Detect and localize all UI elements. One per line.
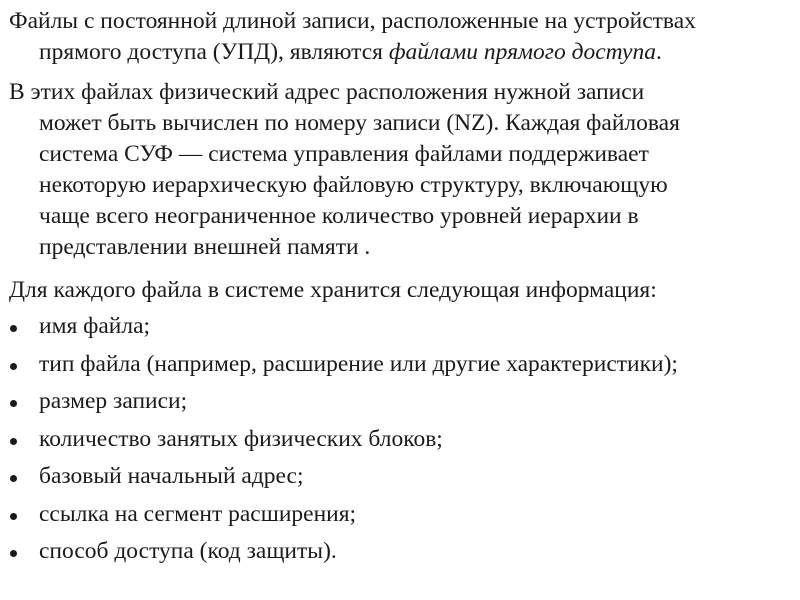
bullet-dot-icon — [10, 513, 17, 520]
bullet-dot-icon — [10, 363, 17, 370]
bullet-dot-icon — [10, 550, 17, 557]
bullet-text: способ доступа (код защиты). — [39, 538, 337, 564]
bullet-text: имя файла; — [39, 313, 151, 339]
bullet-text: количество занятых физических блоков; — [39, 425, 443, 452]
bullet-dot-icon — [10, 438, 17, 445]
bullet-item — [9, 536, 789, 574]
paragraph-physical-address — [9, 77, 789, 263]
paragraph-text: прямого доступа (УПД), являются — [39, 39, 389, 65]
paragraph-stored-info-intro — [9, 275, 789, 306]
file-info-bullet-list — [9, 311, 789, 574]
bullet-item — [9, 349, 789, 387]
bullet-item — [9, 311, 789, 349]
bullet-text: размер записи; — [39, 388, 188, 414]
paragraph-direct-access-files — [9, 6, 789, 68]
paragraph-line: чаще всего неограниченное количество уровней иерархии в — [39, 203, 639, 229]
paragraph-line — [9, 37, 789, 68]
paragraph-line: может быть вычислен по номеру записи (NZ). Каждая файловая — [39, 110, 680, 136]
bullet-text: базовый начальный адрес; — [39, 463, 304, 489]
paragraph-text: . — [655, 39, 662, 65]
paragraph-line: некоторую иерархическую файловую структуру, включающую — [39, 172, 668, 198]
paragraph-line: представлении внешней памяти . — [39, 234, 371, 260]
bullet-item — [9, 386, 789, 424]
italic-term: файлами прямого доступа — [388, 39, 656, 65]
bullet-dot-icon — [10, 325, 17, 332]
bullet-item — [9, 424, 789, 462]
paragraph-line: Файлы с постоянной длиной записи, расположенные на устройствах — [9, 8, 696, 34]
bullet-item — [9, 461, 789, 499]
bullet-dot-icon — [10, 400, 17, 407]
paragraph-line: система СУФ — система управления файлами поддерживает — [39, 141, 649, 167]
bullet-text: ссылка на сегмент расширения; — [39, 500, 357, 527]
paragraph-line: В этих файлах физический адрес расположения нужной записи — [9, 79, 645, 105]
bullet-item — [9, 499, 789, 537]
bullet-dot-icon — [10, 475, 17, 482]
paragraph-line: Для каждого файла в системе хранится следующая информация: — [9, 277, 657, 303]
bullet-text: тип файла (например, расширение или другие характеристики); — [39, 350, 678, 377]
